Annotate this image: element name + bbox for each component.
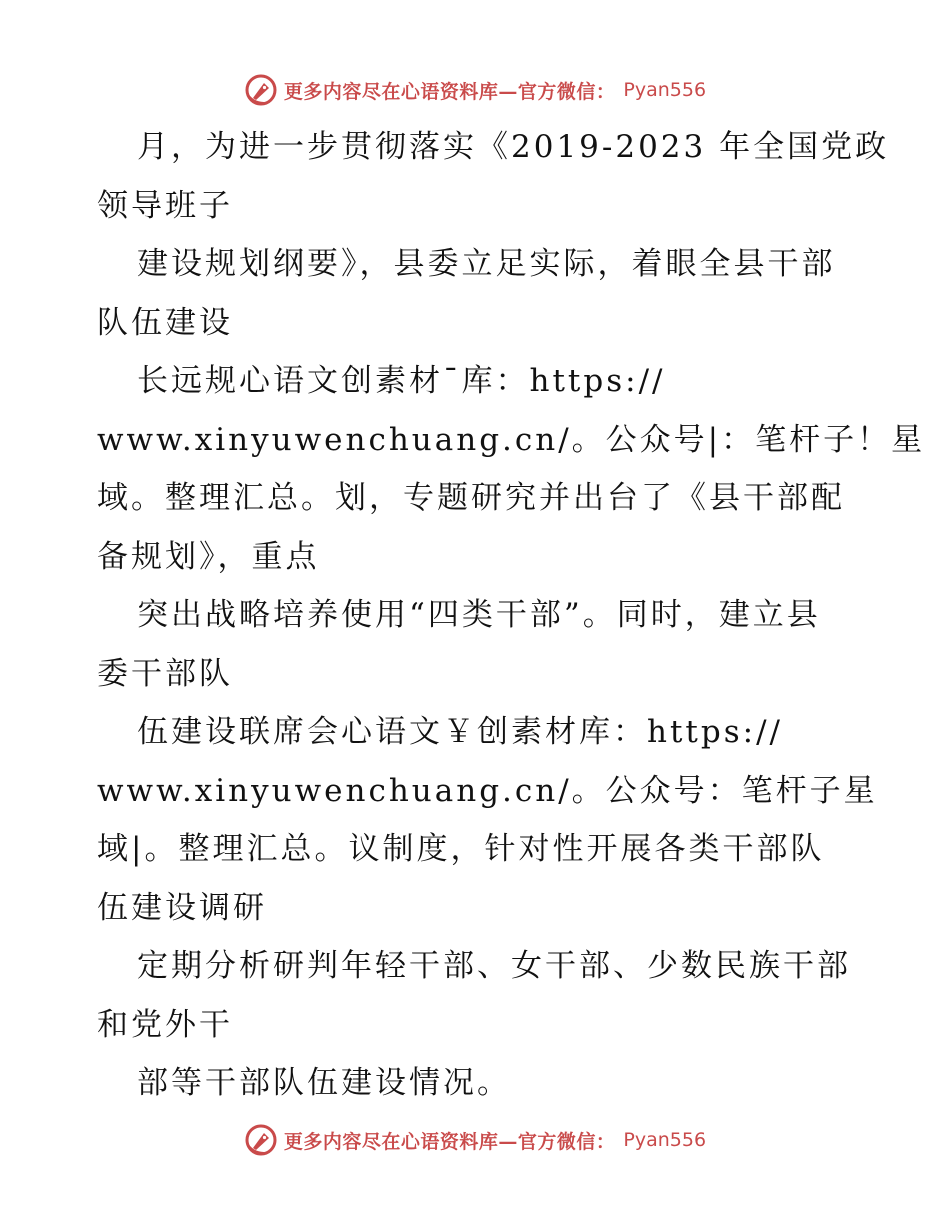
footer-banner-text: 更多内容尽在心语资料库—官方微信： [283, 1130, 616, 1153]
document-body [97, 118, 926, 1113]
body-line: 月，为进一步贯彻落实《2019-2023 年全国党政 [137, 129, 890, 165]
body-line: 突出战略培养使用“四类干部”。同时，建立县 [137, 597, 821, 633]
body-line: 伍建设联席会心语文￥创素材库：https:// [137, 714, 783, 750]
body-line: 长远规心语文创素材¯库：https:// [137, 363, 666, 399]
footer-banner [0, 1120, 950, 1160]
body-line: 域|。整理汇总。议制度，针对性开展各类干部队 [97, 831, 825, 867]
body-line: 队伍建设 [97, 304, 233, 341]
body-line: 委干部队 [97, 655, 233, 692]
body-line: 域。整理汇总。划，专题研究并出台了《县干部配 [97, 480, 845, 516]
body-line: 和党外干 [97, 1006, 233, 1043]
body-line: www.xinyuwenchuang.cn/。公众号：笔杆子星 [97, 772, 878, 809]
footer-banner-wechat-id: Pyan556 [623, 1129, 707, 1151]
header-banner-text: 更多内容尽在心语资料库—官方微信： [283, 80, 616, 103]
body-line: 定期分析研判年轻干部、女干部、少数民族干部 [137, 948, 851, 984]
body-line: www.xinyuwenchuang.cn/。公众号|：笔杆子！星 [97, 421, 926, 458]
body-line: 伍建设调研 [97, 889, 267, 926]
pen-nib-circle-icon [244, 1123, 278, 1157]
body-line: 领导班子 [97, 187, 233, 224]
body-line: 备规划》，重点 [97, 538, 320, 575]
header-banner-wechat-id: Pyan556 [623, 79, 707, 101]
body-line: 建设规划纲要》，县委立足实际，着眼全县干部 [137, 246, 836, 282]
pen-nib-circle-icon [244, 73, 278, 107]
header-banner [0, 70, 950, 110]
body-line: 部等干部队伍建设情况。 [137, 1065, 511, 1101]
